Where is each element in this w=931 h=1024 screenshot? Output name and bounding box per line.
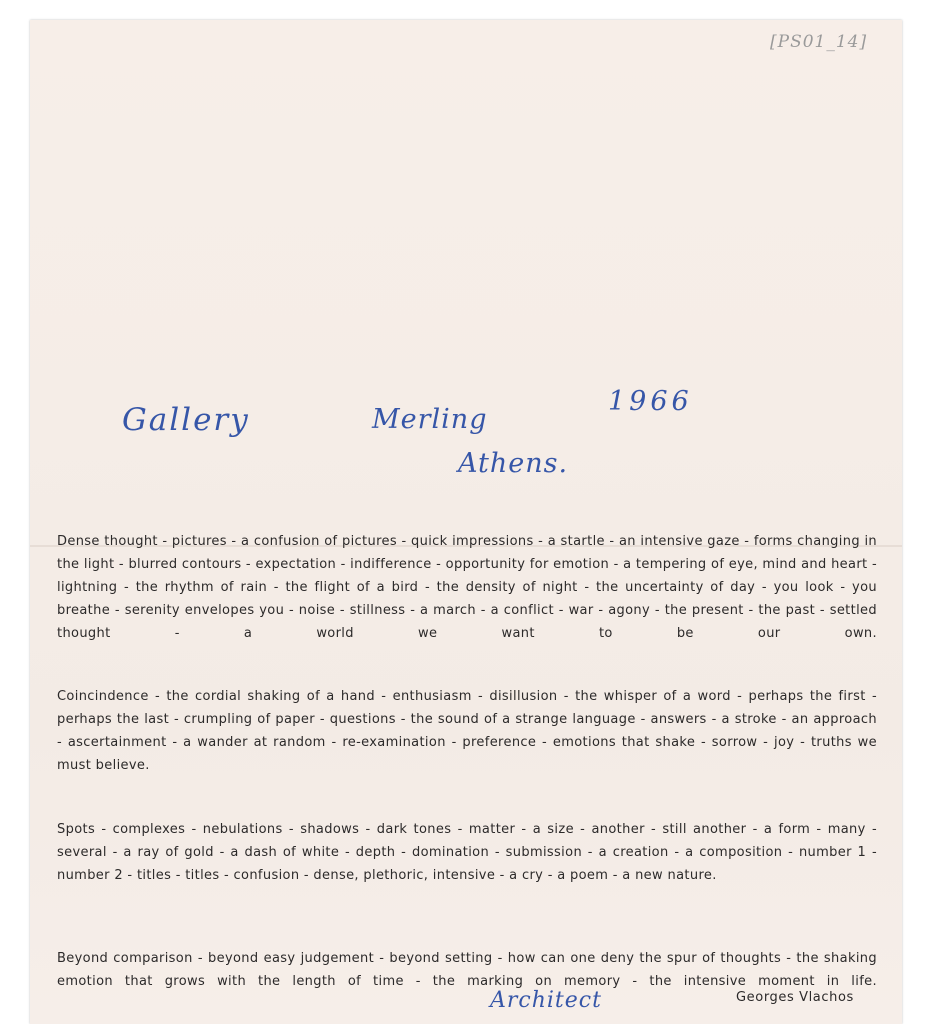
document-page — [30, 20, 902, 1024]
handwritten-city: Athens. — [458, 448, 569, 479]
handwritten-gallery-name: Merling — [372, 404, 488, 435]
handwritten-gallery: Gallery — [122, 402, 250, 438]
paragraph-2: Coincindence - the cordial shaking of a hand - enthusiasm - disillusion - the whisper of a word - perhaps the first - perhaps the last - crumpling of paper - questions - the sound of a strange language - answers - a stroke - an approach - ascertainment - a wander at random - re-examination - preference - emotions that shake - sorrow - joy - truths we must believe. — [57, 689, 877, 773]
archive-reference: [PS01_14] — [770, 32, 868, 52]
paragraph-1: Dense thought - pictures - a confusion of pictures - quick impressions - a startle - an intensive gaze - forms changing in the light - blurred contours - expectation - indifference - opportunity for emotion - a tempering of eye, mind and heart - lightning - the rhythm of rain - the flight of a bird - the density of night - the uncertainty of day - you look - you breathe - serenity envelopes you - noise - stillness - a march - a conflict - war - agony - the present - the past - settled thought - a world we want to be our own. — [57, 534, 877, 641]
handwritten-year: 1966 — [608, 386, 693, 417]
handwritten-role: Architect — [490, 988, 602, 1013]
author-signature: Georges Vlachos — [736, 990, 854, 1005]
paragraph-3: Spots - complexes - nebulations - shadows - dark tones - matter - a size - another - still another - a form - many - several - a ray of gold - a dash of white - depth - domination - submission - a creation - a composition - number 1 - number 2 - titles - titles - confusion - dense, plethoric, intensive - a cry - a poem - a new nature. — [57, 822, 877, 883]
paragraph-4: Beyond comparison - beyond easy judgement - beyond setting - how can one deny the spur of thoughts - the shaking emotion that grows with the length of time - the marking on memory - the intensive moment in life. — [57, 951, 877, 989]
